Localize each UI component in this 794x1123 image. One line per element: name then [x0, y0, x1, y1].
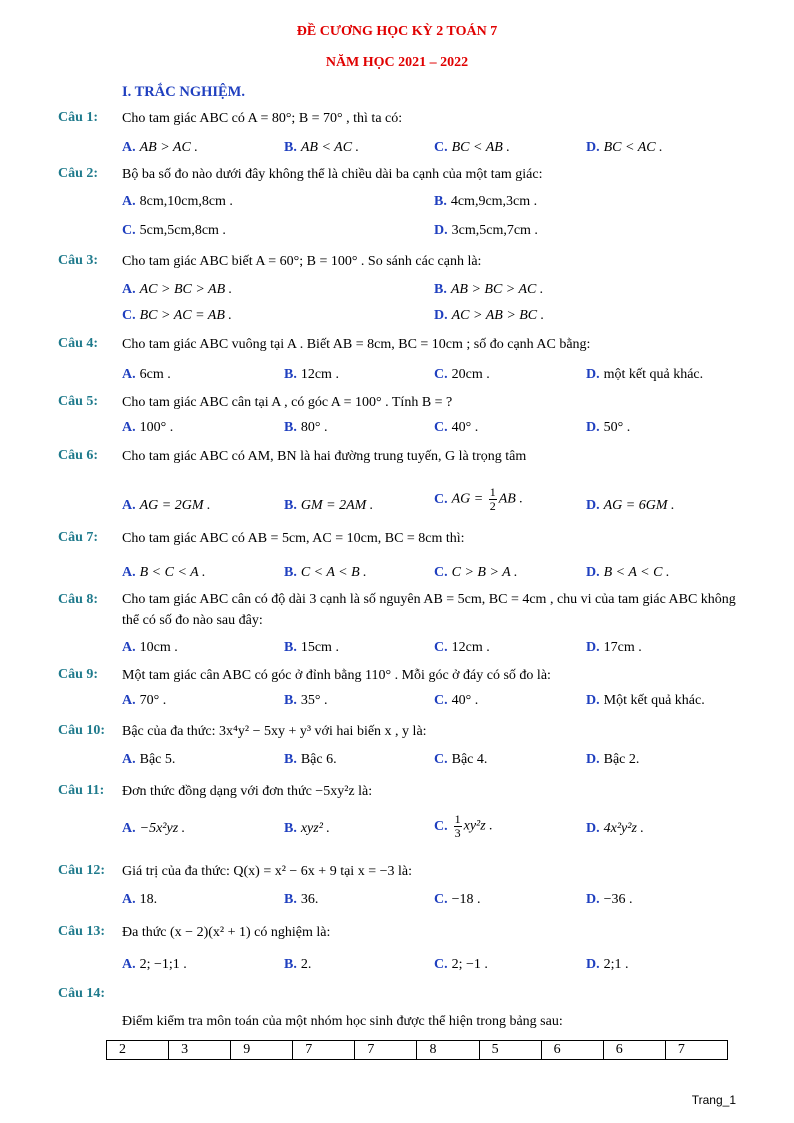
option-a[interactable]: A. 100° .: [122, 420, 174, 435]
option-d[interactable]: D. B < A < C .: [586, 565, 670, 580]
option-a[interactable]: A. AG = 2GM .: [122, 498, 211, 513]
option-c[interactable]: C. C > B > A .: [434, 565, 518, 580]
school-year: NĂM HỌC 2021 – 2022: [325, 55, 469, 70]
question-label: Câu 3:: [58, 253, 99, 268]
question-text: Cho tam giác ABC có A = 80°; B = 70° , thì ta có:: [122, 111, 403, 126]
option-c[interactable]: C. BC > AC = AB .: [122, 308, 232, 323]
question-text: Cho tam giác ABC có AB = 5cm, AC = 10cm, BC = 8cm thì:: [122, 531, 465, 546]
question-text: Cho tam giác ABC cân có độ dài 3 cạnh là số nguyên AB = 5cm, BC = 4cm , chu vi của tam giác ABC không thể có số đo nào sau đây:: [122, 592, 736, 628]
option-a[interactable]: A. 10cm .: [122, 640, 178, 655]
option-b[interactable]: B. AB > BC > AC .: [434, 282, 544, 297]
option-a[interactable]: A. −5x²yz .: [122, 821, 186, 836]
question-label: Câu 14:: [58, 986, 106, 1001]
option-d[interactable]: D. 50° .: [586, 420, 631, 435]
question-label: Câu 9:: [58, 667, 99, 682]
option-d[interactable]: D. một kết quả khác.: [586, 367, 704, 382]
question-text: Điểm kiểm tra môn toán của một nhóm học sinh được thể hiện trong bảng sau:: [122, 1014, 563, 1029]
question-label: Câu 4:: [58, 336, 99, 351]
question-text: Bộ ba số đo nào dưới đây không thể là chiều dài ba cạnh của một tam giác:: [122, 167, 543, 182]
option-a[interactable]: A. 18.: [122, 892, 158, 907]
option-d[interactable]: D. AC > AB > BC .: [434, 308, 545, 323]
question-label: Câu 2:: [58, 166, 99, 181]
question-text: Đa thức (x − 2)(x² + 1) có nghiệm là:: [122, 925, 331, 940]
question-label: Câu 5:: [58, 394, 99, 409]
option-d[interactable]: D. Một kết quả khác.: [586, 693, 705, 708]
question-label: Câu 6:: [58, 448, 99, 463]
option-c[interactable]: C. 40° .: [434, 693, 479, 708]
option-a[interactable]: A. Bậc 5.: [122, 752, 176, 767]
option-c[interactable]: C. 2; −1 .: [434, 957, 488, 972]
option-b[interactable]: B. 35° .: [284, 693, 328, 708]
option-a[interactable]: A. AB > AC .: [122, 140, 198, 155]
option-c[interactable]: C. Bậc 4.: [434, 752, 488, 767]
option-a[interactable]: A. 6cm .: [122, 367, 171, 382]
question-label: Câu 1:: [58, 110, 99, 125]
question-text: Cho tam giác ABC vuông tại A . Biết AB = 8cm, BC = 10cm ; số đo cạnh AC bằng:: [122, 337, 591, 352]
option-c[interactable]: C. 40° .: [434, 420, 479, 435]
option-c[interactable]: C. $\frac{1}{3}$ xy²z .: [434, 812, 493, 840]
option-b[interactable]: B. GM = 2AM .: [284, 498, 374, 513]
option-a[interactable]: A. AC > BC > AB .: [122, 282, 233, 297]
option-d[interactable]: D. BC < AC .: [586, 140, 663, 155]
table-cell: 6: [541, 1041, 603, 1060]
question-text: Giá trị của đa thức: Q(x) = x² − 6x + 9 tại x = −3 là:: [122, 864, 412, 879]
question-label: Câu 12:: [58, 863, 106, 878]
question-text: Một tam giác cân ABC có góc ở đỉnh bằng 110° . Mỗi góc ở đáy có số đo là:: [122, 668, 551, 683]
option-c[interactable]: C. 5cm,5cm,8cm .: [122, 223, 226, 238]
option-d[interactable]: D. Bậc 2.: [586, 752, 640, 767]
table-cell: 7: [665, 1041, 727, 1060]
option-b[interactable]: B. 80° .: [284, 420, 328, 435]
option-b[interactable]: B. Bậc 6.: [284, 752, 337, 767]
table-cell: 6: [603, 1041, 665, 1060]
question-text: Cho tam giác ABC cân tại A , có góc A = 100° . Tính B = ?: [122, 395, 453, 410]
option-a[interactable]: A. 70° .: [122, 693, 167, 708]
question-label: Câu 10:: [58, 723, 106, 738]
question-text: Bậc của đa thức: 3x⁴y² − 5xy + y³ với hai biến x , y là:: [122, 724, 427, 739]
option-c[interactable]: C. 20cm .: [434, 367, 490, 382]
option-c[interactable]: C. 12cm .: [434, 640, 490, 655]
option-a[interactable]: A. 8cm,10cm,8cm .: [122, 194, 233, 209]
option-b[interactable]: B. xyz² .: [284, 821, 330, 836]
option-b[interactable]: B. AB < AC .: [284, 140, 360, 155]
table-cell: 7: [293, 1041, 355, 1060]
question-label: Câu 13:: [58, 924, 106, 939]
scores-table: [106, 1040, 728, 1060]
option-b[interactable]: B. 15cm .: [284, 640, 339, 655]
option-c[interactable]: C. −18 .: [434, 892, 481, 907]
fraction: $\frac{1}{3}$: [454, 812, 461, 840]
table-cell: 5: [479, 1041, 541, 1060]
question-text: Đơn thức đồng dạng với đơn thức −5xy²z là:: [122, 784, 373, 799]
option-d[interactable]: D. 17cm .: [586, 640, 642, 655]
question-text: Cho tam giác ABC biết A = 60°; B = 100° . So sánh các cạnh là:: [122, 254, 482, 269]
option-b[interactable]: B. 2.: [284, 957, 312, 972]
option-d[interactable]: D. 3cm,5cm,7cm .: [434, 223, 538, 238]
option-b[interactable]: B. C < A < B .: [284, 565, 367, 580]
question-text: Cho tam giác ABC có AM, BN là hai đường trung tuyến, G là trọng tâm: [122, 449, 527, 464]
option-a[interactable]: A. B < C < A .: [122, 565, 206, 580]
table-cell: 8: [417, 1041, 479, 1060]
option-c[interactable]: C. BC < AB .: [434, 140, 510, 155]
table-cell: 3: [169, 1041, 231, 1060]
option-d[interactable]: D. 2;1 .: [586, 957, 629, 972]
option-a[interactable]: A. 2; −1;1 .: [122, 957, 187, 972]
question-label: Câu 8:: [58, 592, 99, 607]
question-label: Câu 7:: [58, 530, 99, 545]
table-row: [107, 1041, 728, 1060]
question-label: Câu 11:: [58, 783, 105, 798]
option-d[interactable]: D. 4x²y²z .: [586, 821, 644, 836]
option-c[interactable]: C. AG = $\frac{1}{2}$ AB .: [434, 485, 523, 513]
option-d[interactable]: D. −36 .: [586, 892, 633, 907]
document-title: ĐỀ CƯƠNG HỌC KỲ 2 TOÁN 7: [296, 24, 498, 39]
option-b[interactable]: B. 12cm .: [284, 367, 339, 382]
table-cell: 2: [107, 1041, 169, 1060]
option-d[interactable]: D. AG = 6GM .: [586, 498, 675, 513]
section-heading: I. TRẮC NGHIỆM.: [122, 84, 245, 100]
table-cell: 7: [355, 1041, 417, 1060]
option-b[interactable]: B. 36.: [284, 892, 319, 907]
table-cell: 9: [231, 1041, 293, 1060]
page-number: Trang_1: [691, 1093, 736, 1107]
option-b[interactable]: B. 4cm,9cm,3cm .: [434, 194, 538, 209]
fraction: $\frac{1}{2}$: [489, 485, 496, 513]
